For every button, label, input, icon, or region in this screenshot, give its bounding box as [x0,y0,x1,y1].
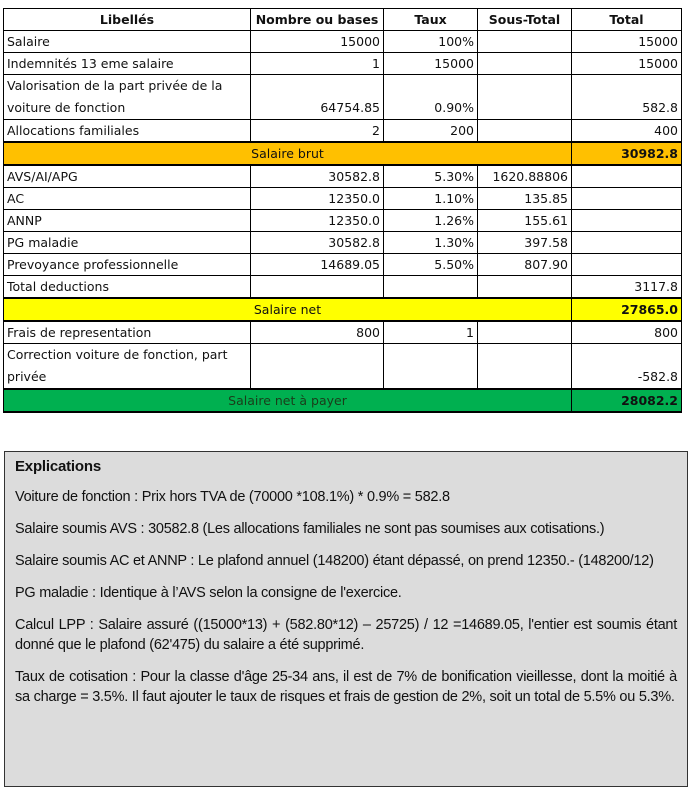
row-rate: 200 [384,120,478,143]
row-base: 800 [251,321,384,344]
row-label: Salaire [4,31,251,53]
row-label: Correction voiture de fonction, part privée [4,344,251,390]
table-row [4,188,682,210]
row-total: 582.8 [572,75,682,120]
row-label: Frais de representation [4,321,251,344]
table-row [4,31,682,53]
row-base: 30582.8 [251,232,384,254]
row-total [572,165,682,188]
explanation-paragraph: Taux de cotisation : Pour la classe d'âge 25-34 ans, il est de 7% de bonification vieillesse, dont la moitié à sa charge = 3.5%. Il faut ajouter le taux de risques et frais de gestion de 2%, soit un total de 5.5% ou 5.3%. [15,669,677,705]
salaire-net-total: 27865.0 [572,298,682,321]
explanation-paragraph: PG maladie : Identique à l’AVS selon la consigne de l'exercice. [15,585,402,601]
header-sous-total: Sous-Total [478,9,572,31]
salaire-net-a-payer-total: 28082.2 [572,389,682,412]
row-rate [384,276,478,299]
row-subtotal: 135.85 [478,188,572,210]
row-rate: 15000 [384,53,478,75]
row-base [251,344,384,390]
table-header-row [4,9,682,31]
row-rate: 0.90% [384,75,478,120]
row-label: AC [4,188,251,210]
row-base: 15000 [251,31,384,53]
salaire-net-a-payer-row [4,389,682,412]
row-rate: 100% [384,31,478,53]
row-total: 800 [572,321,682,344]
row-rate: 1.26% [384,210,478,232]
row-total [572,232,682,254]
explanation-paragraph: Salaire soumis AVS : 30582.8 (Les allocations familiales ne sont pas soumises aux cotisations.) [15,521,605,537]
row-subtotal: 155.61 [478,210,572,232]
header-taux: Taux [384,9,478,31]
row-base: 2 [251,120,384,143]
table-row [4,53,682,75]
row-subtotal [478,344,572,390]
row-base: 1 [251,53,384,75]
row-subtotal [478,75,572,120]
payslip-table [3,8,682,413]
header-libelles: Libellés [4,9,251,31]
row-total: 15000 [572,53,682,75]
row-total: -582.8 [572,344,682,390]
table-row [4,75,682,120]
row-label: Total deductions [4,276,251,299]
table-row [4,232,682,254]
explanations-title: Explications [15,458,101,475]
table-row [4,254,682,276]
row-base: 30582.8 [251,165,384,188]
row-label: Prevoyance professionnelle [4,254,251,276]
header-nombre-ou-bases: Nombre ou bases [251,9,384,31]
row-total [572,254,682,276]
row-rate: 1.10% [384,188,478,210]
table-row [4,344,682,390]
row-total [572,210,682,232]
salaire-net-row [4,298,682,321]
row-base [251,276,384,299]
row-label: AVS/AI/APG [4,165,251,188]
row-subtotal: 397.58 [478,232,572,254]
row-subtotal: 1620.88806 [478,165,572,188]
salaire-brut-label: Salaire brut [4,142,572,165]
row-total [572,188,682,210]
row-rate: 5.50% [384,254,478,276]
row-label: PG maladie [4,232,251,254]
row-label: ANNP [4,210,251,232]
row-rate: 1.30% [384,232,478,254]
row-base: 14689.05 [251,254,384,276]
row-rate: 1 [384,321,478,344]
row-total: 15000 [572,31,682,53]
row-total: 400 [572,120,682,143]
salaire-brut-total: 30982.8 [572,142,682,165]
row-label: Allocations familiales [4,120,251,143]
explanation-paragraph: Salaire soumis AC et ANNP : Le plafond annuel (148200) étant dépassé, on prend 12350.- (148200/12) [15,553,654,569]
row-subtotal [478,276,572,299]
row-subtotal: 807.90 [478,254,572,276]
salaire-brut-row [4,142,682,165]
table-row [4,120,682,143]
row-base: 12350.0 [251,188,384,210]
row-subtotal [478,120,572,143]
row-base: 12350.0 [251,210,384,232]
salaire-net-a-payer-label: Salaire net à payer [4,389,572,412]
row-label: Valorisation de la part privée de la voiture de fonction [4,75,251,120]
explanation-paragraph: Calcul LPP : Salaire assuré ((15000*13) + (582.80*12) – 25725) / 12 =14689.05, l'entier est soumis étant donné que le plafond (62'475) du salaire a été supprimé. [15,617,677,653]
row-total: 3117.8 [572,276,682,299]
row-subtotal [478,31,572,53]
table-row [4,165,682,188]
row-label: Indemnités 13 eme salaire [4,53,251,75]
row-rate: 5.30% [384,165,478,188]
header-total: Total [572,9,682,31]
table-row [4,321,682,344]
row-base: 64754.85 [251,75,384,120]
row-subtotal [478,53,572,75]
table-row [4,210,682,232]
explanation-paragraph: Voiture de fonction : Prix hors TVA de (70000 *108.1%) * 0.9% = 582.8 [15,489,450,505]
total-deductions-row [4,276,682,299]
row-subtotal [478,321,572,344]
explanations-box [4,451,688,787]
row-rate [384,344,478,390]
salaire-net-label: Salaire net [4,298,572,321]
